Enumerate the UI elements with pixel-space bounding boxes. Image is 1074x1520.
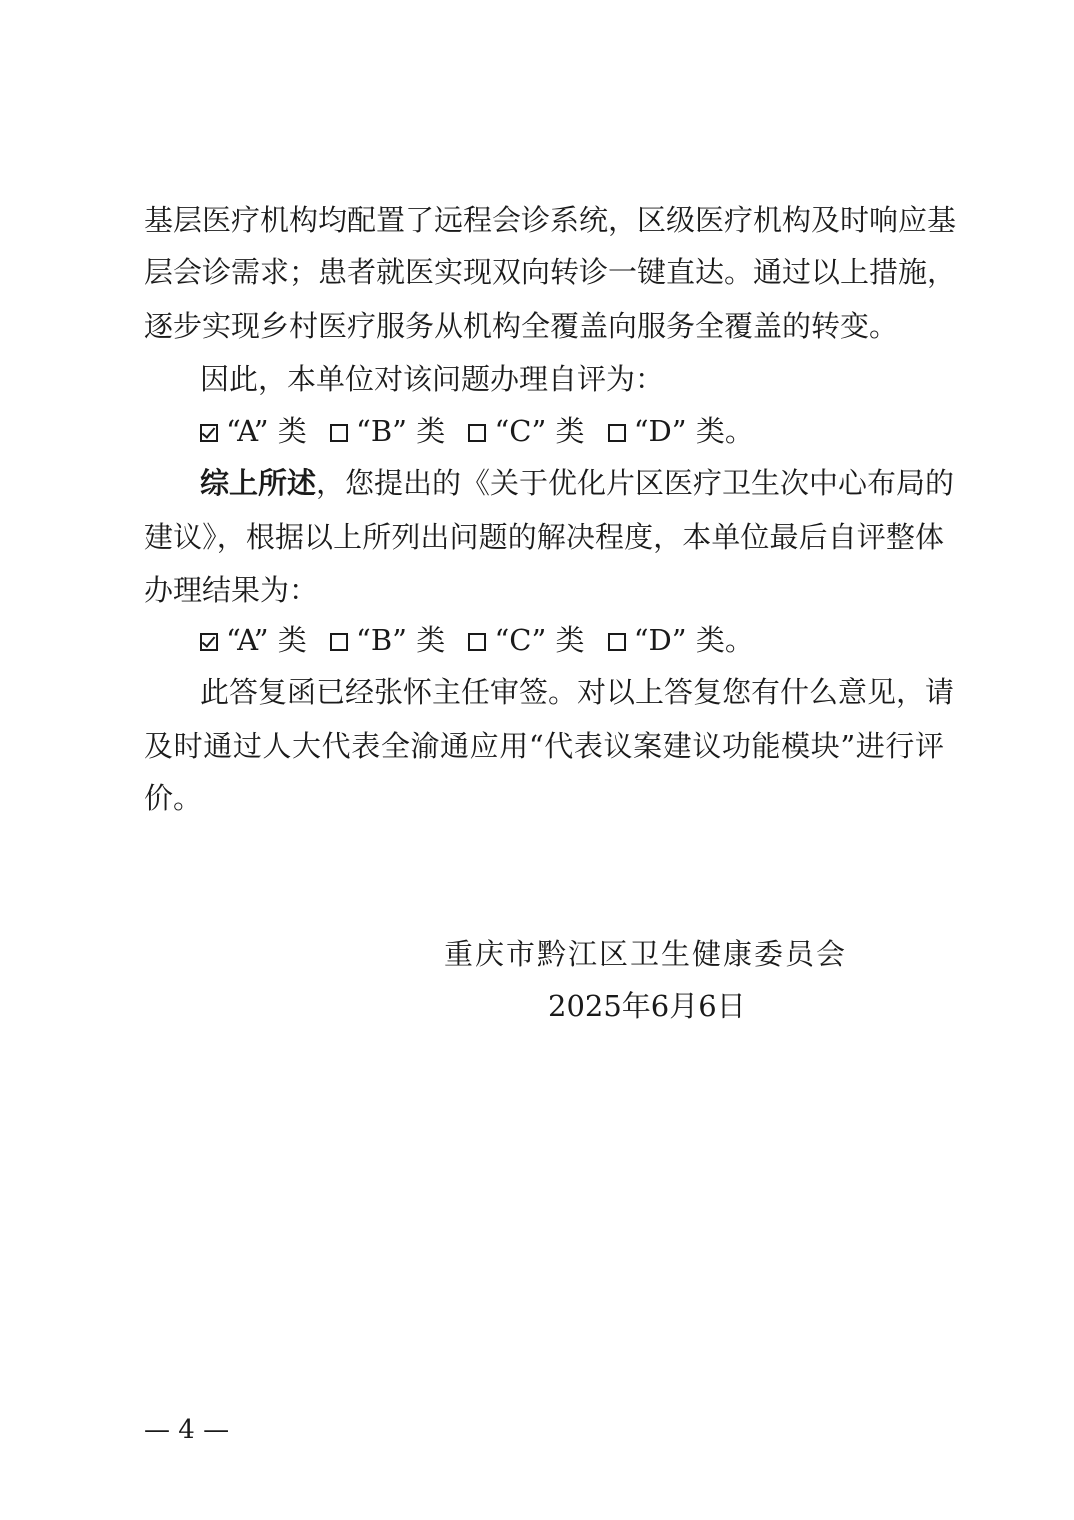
self-evaluation-intro: 因此，本单位对该问题办理自评为： [200,362,665,396]
rating-option-c: “C” 类 [468,411,584,451]
unchecked-box-icon [330,424,348,442]
checked-box-icon [200,633,218,651]
rating-option-d: “D” 类。 [608,620,754,660]
signature-date: 2025年6月6日 [548,989,746,1023]
rating-option-a: “A” 类 [200,620,307,660]
page-number: — 4 — [144,1415,230,1445]
body-line-9: 及时通过人大代表全渝通应用“代表议案建议功能模块”进行评 [144,729,944,763]
signature-organization: 重庆市黔江区卫生健康委员会 [444,937,848,971]
rating-option-d: “D” 类。 [608,411,754,451]
body-line-2: 层会诊需求；患者就医实现双向转诊一键直达。通过以上措施， [144,255,957,289]
summary-lead: 综上所述 [200,466,317,500]
rating-option-a: “A” 类 [200,411,307,451]
body-line-3: 逐步实现乡村医疗服务从机构全覆盖向服务全覆盖的转变。 [144,309,899,343]
unchecked-box-icon [468,633,486,651]
rating-option-c: “C” 类 [468,620,584,660]
unchecked-box-icon [330,633,348,651]
body-line-7: 办理结果为： [144,573,319,607]
summary-rest: ，您提出的《关于优化片区医疗卫生次中心布局的 [316,466,955,500]
rating-option-b: “B” 类 [330,620,445,660]
checked-box-icon [200,424,218,442]
unchecked-box-icon [608,424,626,442]
body-line-8: 此答复函已经张怀主任审签。对以上答复您有什么意见，请 [200,675,955,709]
summary-line [200,463,955,503]
body-line-1: 基层医疗机构均配置了远程会诊系统，区级医疗机构及时响应基 [144,203,957,237]
body-line-6: 建议》，根据以上所列出问题的解决程度，本单位最后自评整体 [144,520,944,554]
unchecked-box-icon [608,633,626,651]
rating-row-2 [200,620,768,660]
unchecked-box-icon [468,424,486,442]
rating-option-b: “B” 类 [330,411,445,451]
rating-row-1 [200,411,768,451]
body-line-10: 价。 [144,781,203,815]
